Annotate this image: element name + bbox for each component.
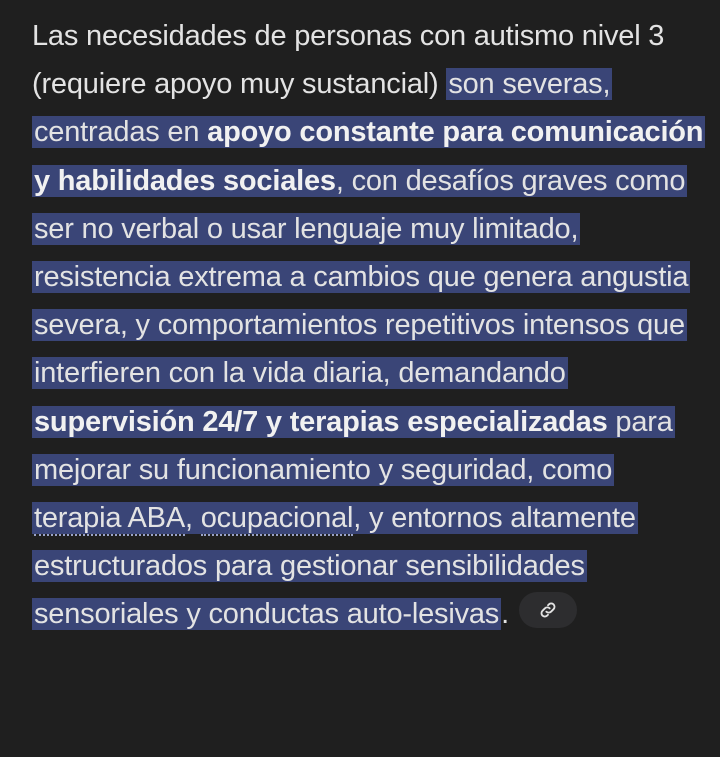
link-ocupacional[interactable]: ocupacional <box>200 502 354 535</box>
link-terapia-aba[interactable]: terapia ABA <box>34 502 185 535</box>
highlight-text-2: , con desafíos graves como ser no verbal o usar lenguaje muy limitado, resistencia extrema a cambios que genera angustia severa, y comportamientos repetitivos intensos que interfieren con la vida diaria, demandando <box>34 164 689 390</box>
end-period: . <box>501 598 509 631</box>
source-link-button[interactable] <box>519 592 577 628</box>
highlight-text-3: para mejorar su funcionamiento y seguridad, como <box>34 405 673 486</box>
answer-paragraph <box>32 12 704 639</box>
highlight-text-4: , <box>184 502 201 535</box>
bold-phrase-apoyo: apoyo constante para comunicación y habilidades sociales <box>34 116 704 197</box>
bold-phrase-supervision: supervisión 24/7 y terapias especializadas <box>34 405 608 438</box>
highlight-text-5: , y entornos altamente estructurados para gestionar sensibilidades sensoriales y conductas auto-lesivas <box>34 502 636 631</box>
highlight-text-1: son severas, centradas en <box>34 68 611 149</box>
link-icon <box>538 600 558 620</box>
highlighted-selection[interactable] <box>32 68 705 630</box>
intro-text: Las necesidades de personas con autismo nivel 3 (requiere apoyo muy sustancial) <box>32 20 665 101</box>
